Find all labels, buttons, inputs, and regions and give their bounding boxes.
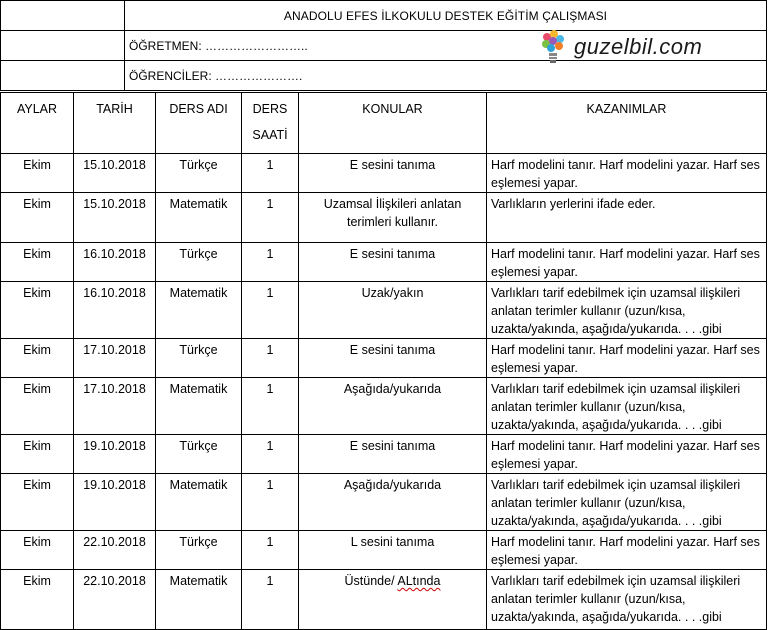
cell-course: Türkçe [156, 243, 242, 282]
cell-topic: E sesini tanıma [299, 339, 487, 378]
cell-hours: 1 [242, 531, 299, 570]
column-header-course: DERS ADI [156, 93, 242, 154]
cell-month: Ekim [1, 570, 74, 630]
cell-topic: E sesini tanıma [299, 243, 487, 282]
cell-outcome: Harf modelini tanır. Harf modelini yazar. Harf ses eşlemesi yapar. [487, 243, 767, 282]
cell-date: 19.10.2018 [74, 435, 156, 474]
cell-topic-misspelled-part: ALtında [397, 574, 441, 588]
document-title: ANADOLU EFES İLKOKULU DESTEK EĞİTİM ÇALIŞMASI [125, 1, 767, 31]
cell-date: 17.10.2018 [74, 378, 156, 435]
cell-hours: 1 [242, 193, 299, 243]
cell-outcome: Varlıkların yerlerini ifade eder. [487, 193, 767, 243]
cell-topic: Uzamsal İlişkileri anlatan terimleri kullanır. [299, 193, 487, 243]
table-row [1, 193, 767, 243]
header-blank-cell [1, 31, 125, 61]
cell-outcome: Varlıkları tarif edebilmek için uzamsal ilişkileri anlatan terimler kullanır (uzun/kısa, uzakta/yakında, aşağıda/yukarıda. . . .gibi [487, 570, 767, 630]
cell-date: 16.10.2018 [74, 243, 156, 282]
column-header-month: AYLAR [1, 93, 74, 154]
cell-topic-part: Üstünde/ [344, 574, 398, 588]
cell-course: Türkçe [156, 435, 242, 474]
cell-month: Ekim [1, 435, 74, 474]
guzelbil-logo [538, 28, 728, 68]
cell-month: Ekim [1, 193, 74, 243]
teacher-field: ÖĞRETMEN: …………………….. [125, 31, 767, 61]
cell-month: Ekim [1, 339, 74, 378]
header-blank-cell [1, 1, 125, 31]
cell-date: 22.10.2018 [74, 570, 156, 630]
cell-outcome: Harf modelini tanır. Harf modelini yazar. Harf ses eşlemesi yapar. [487, 435, 767, 474]
cell-topic: Uzak/yakın [299, 282, 487, 339]
cell-outcome: Harf modelini tanır. Harf modelini yazar. Harf ses eşlemesi yapar. [487, 154, 767, 193]
schedule-table [0, 92, 767, 630]
cell-hours: 1 [242, 435, 299, 474]
cell-hours: 1 [242, 378, 299, 435]
table-row [1, 282, 767, 339]
cell-month: Ekim [1, 531, 74, 570]
cell-hours: 1 [242, 570, 299, 630]
cell-hours: 1 [242, 339, 299, 378]
table-row [1, 435, 767, 474]
column-header-topics: KONULAR [299, 93, 487, 154]
cell-outcome: Varlıkları tarif edebilmek için uzamsal ilişkileri anlatan terimler kullanır (uzun/kısa, uzakta/yakında, aşağıda/yukarıda. . . .gibi [487, 378, 767, 435]
cell-outcome: Varlıkları tarif edebilmek için uzamsal ilişkileri anlatan terimler kullanır (uzun/kısa, uzakta/yakında, aşağıda/yukarıda. . . .gibi [487, 474, 767, 531]
column-header-hours-line1: DERS [252, 102, 288, 116]
cell-course: Matematik [156, 378, 242, 435]
table-row [1, 339, 767, 378]
cell-hours: 1 [242, 154, 299, 193]
cell-topic: E sesini tanıma [299, 154, 487, 193]
cell-date: 15.10.2018 [74, 193, 156, 243]
cell-date: 15.10.2018 [74, 154, 156, 193]
cell-outcome: Harf modelini tanır. Harf modelini yazar. Harf ses eşlemesi yapar. [487, 531, 767, 570]
cell-topic: Aşağıda/yukarıda [299, 474, 487, 531]
cell-month: Ekim [1, 378, 74, 435]
column-header-hours-line2: SAATİ [252, 128, 288, 142]
cell-topic: E sesini tanıma [299, 435, 487, 474]
column-header-outcomes: KAZANIMLAR [487, 93, 767, 154]
column-header-hours [242, 93, 299, 154]
cell-date: 17.10.2018 [74, 339, 156, 378]
cell-outcome: Harf modelini tanır. Harf modelini yazar. Harf ses eşlemesi yapar. [487, 339, 767, 378]
cell-outcome: Varlıkları tarif edebilmek için uzamsal ilişkileri anlatan terimler kullanır (uzun/kısa, uzakta/yakında, aşağıda/yukarıda. . . .gibi [487, 282, 767, 339]
logo-text: guzelbil.com [574, 34, 703, 59]
cell-course: Matematik [156, 193, 242, 243]
column-header-date: TARİH [74, 93, 156, 154]
cell-hours: 1 [242, 474, 299, 531]
cell-date: 22.10.2018 [74, 531, 156, 570]
cell-hours: 1 [242, 282, 299, 339]
cell-course: Matematik [156, 282, 242, 339]
table-row [1, 531, 767, 570]
cell-course: Türkçe [156, 531, 242, 570]
students-field: ÖĞRENCİLER: …………………. [125, 61, 767, 91]
cell-course: Türkçe [156, 339, 242, 378]
table-row [1, 378, 767, 435]
cell-date: 16.10.2018 [74, 282, 156, 339]
cell-hours: 1 [242, 243, 299, 282]
table-row [1, 243, 767, 282]
cell-topic: Aşağıda/yukarıda [299, 378, 487, 435]
header-blank-cell [1, 61, 125, 91]
cell-date: 19.10.2018 [74, 474, 156, 531]
cell-month: Ekim [1, 282, 74, 339]
table-row [1, 474, 767, 531]
cell-month: Ekim [1, 154, 74, 193]
lightbulb-icon [538, 28, 568, 68]
cell-topic: L sesini tanıma [299, 531, 487, 570]
table-header-row [1, 93, 767, 154]
cell-course: Matematik [156, 570, 242, 630]
table-row [1, 154, 767, 193]
cell-month: Ekim [1, 474, 74, 531]
cell-course: Türkçe [156, 154, 242, 193]
cell-course: Matematik [156, 474, 242, 531]
cell-month: Ekim [1, 243, 74, 282]
